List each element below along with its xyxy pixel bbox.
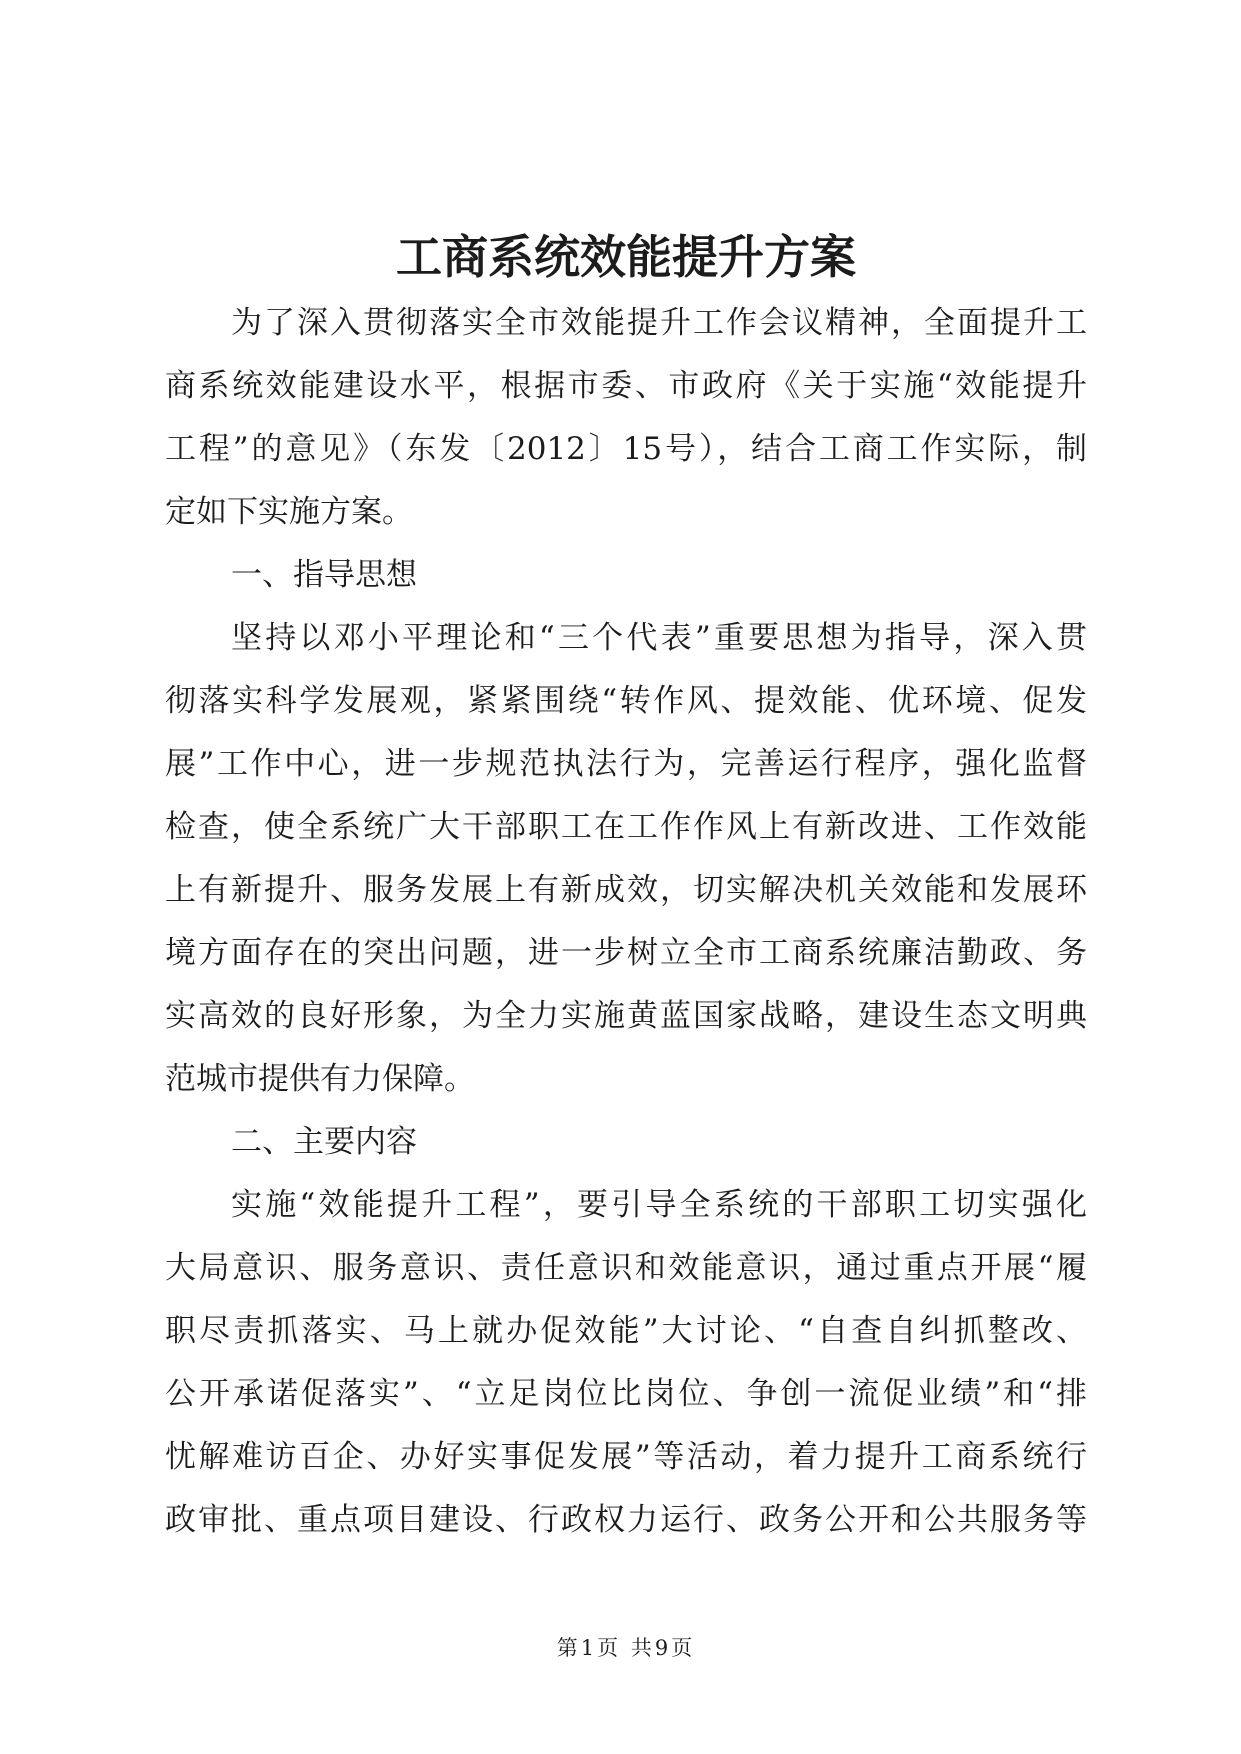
text-line: 定如下实施方案。 bbox=[165, 494, 413, 530]
text-line: 展”工作中心，进一步规范执法行为，完善运行程序，强化监督 bbox=[165, 746, 1087, 782]
text-line: 实高效的良好形象，为全力实施黄蓝国家战略，建设生态文明典 bbox=[165, 998, 1087, 1034]
intro-paragraph bbox=[165, 292, 1087, 544]
text-line: 职尽责抓落实、马上就办促效能”大讨论、“自查自纠抓整改、 bbox=[165, 1313, 1087, 1349]
document-title: 工商系统效能提升方案 bbox=[396, 230, 856, 284]
text-line: 坚持以邓小平理论和“三个代表”重要思想为指导，深入贯 bbox=[231, 620, 1087, 656]
page-footer: 第1页 共9页 bbox=[556, 1636, 696, 1660]
text-line: 范城市提供有力保障。 bbox=[165, 1061, 475, 1097]
text-line: 实施“效能提升工程”，要引导全系统的干部职工切实强化 bbox=[231, 1187, 1087, 1223]
text-line: 公开承诺促落实”、“立足岗位比岗位、争创一流促业绩”和“排 bbox=[165, 1376, 1087, 1412]
text-line: 政审批、重点项目建设、行政权力运行、政务公开和公共服务等 bbox=[165, 1502, 1087, 1538]
text-line: 彻落实科学发展观，紧紧围绕“转作风、提效能、优环境、促发 bbox=[165, 683, 1087, 719]
text-line: 大局意识、服务意识、责任意识和效能意识，通过重点开展“履 bbox=[165, 1250, 1087, 1286]
section-body-paragraph bbox=[165, 1174, 1087, 1552]
section-body-paragraph bbox=[165, 607, 1087, 1111]
text-line: 商系统效能建设水平，根据市委、市政府《关于实施“效能提升 bbox=[165, 368, 1087, 404]
text-line: 检查，使全系统广大干部职工在工作作风上有新改进、工作效能 bbox=[165, 809, 1087, 845]
text-line: 为了深入贯彻落实全市效能提升工作会议精神，全面提升工 bbox=[231, 305, 1087, 341]
section-heading: 二、主要内容 bbox=[231, 1124, 417, 1160]
section-heading: 一、指导思想 bbox=[231, 557, 417, 593]
text-line: 境方面存在的突出问题，进一步树立全市工商系统廉洁勤政、务 bbox=[165, 935, 1087, 971]
text-line: 工程”的意见》（东发〔2012〕15号），结合工商工作实际，制 bbox=[165, 431, 1087, 467]
text-line: 上有新提升、服务发展上有新成效，切实解决机关效能和发展环 bbox=[165, 872, 1087, 908]
document-body bbox=[165, 292, 1087, 1552]
text-line: 忧解难访百企、办好实事促发展”等活动，着力提升工商系统行 bbox=[165, 1439, 1087, 1475]
